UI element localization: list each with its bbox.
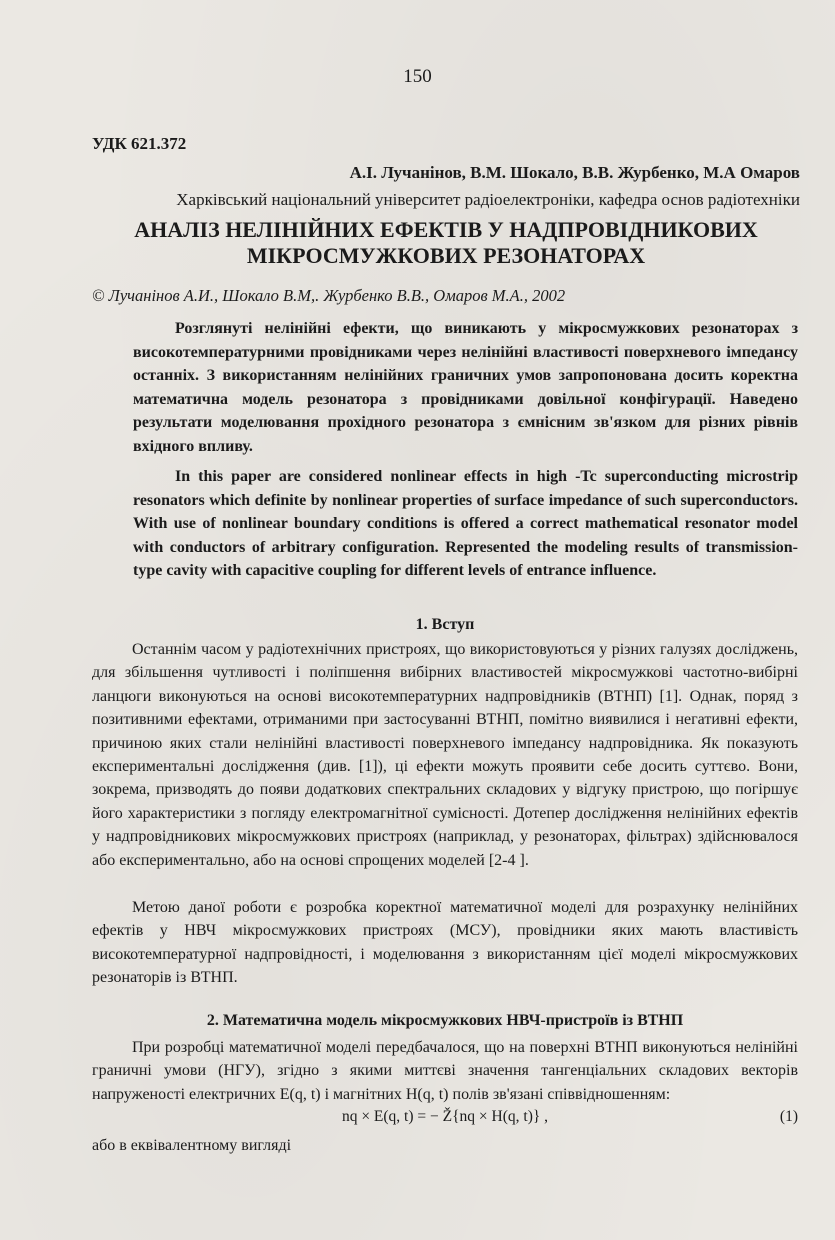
abstract-english: In this paper are considered nonlinear effects in high -Tc superconducting microstrip resonators which definite by nonlinear properties of surface impedance of such superconductors. With use of nonlinear boundary conditions is offered a correct mathematical resonator model with conductors of arbitrary configuration. Represented the modeling results of transmission-type cavity with capacitive coupling for different levels of entrance influence. [133, 468, 798, 580]
equation-body: nq × E(q, t) = − Ž{nq × H(q, t)} , [341, 1108, 549, 1125]
paper-title [92, 217, 800, 269]
section-2-text-c: полів зв'язані співвідношенням: [448, 1085, 671, 1103]
equation-number: (1) [779, 1108, 798, 1125]
electric-field-symbol: E(q, t) [279, 1085, 321, 1103]
copyright-line: © Лучанінов А.И., Шокало В.М,. Журбенко В.В., Омаров М.А., 2002 [92, 286, 566, 305]
magnetic-field-symbol: H(q, t) [405, 1085, 449, 1103]
section-1-heading: 1. Вступ [415, 616, 475, 633]
page-number: 150 [403, 66, 432, 87]
affiliation: Харківський національний університет радіоелектроніки, кафедра основ радіотехніки [176, 190, 800, 209]
abstract-ukrainian: Розглянуті нелінійні ефекти, що виникають у мікросмужкових резонаторах з високотемпературними провідниками через нелінійні властивості поверхневого імпедансу останніх. З використанням нелінійних граничних умов запропонована досить коректна математична модель резонатора з провідниками довільної конфігурації. Наведено результати моделювання прохідного резонатора з ємнісним зв'язком для різних рівнів вхідного впливу. [133, 320, 798, 455]
title-line-2: МІКРОСМУЖКОВИХ РЕЗОНАТОРАХ [246, 243, 646, 268]
title-line-1: АНАЛІЗ НЕЛІНІЙНИХ ЕФЕКТІВ У НАДПРОВІДНИКОВИХ [134, 217, 758, 242]
section-2-paragraph-1 [92, 1036, 798, 1106]
section-2-text-a: При розробці математичної моделі передбачалося, що на поверхні ВТНП виконуються нелінійні граничні умови (НГУ), згідно з якими миттєві значення тангенціальних складових векторів напруженості електричних [92, 1039, 798, 1103]
section-1-paragraph-1: Останнім часом у радіотехнічних пристроях, що використовуються у різних галузях досліджень, для збільшення чутливості і поліпшення вибірних властивостей мікросмужкові частотно-вибірні ланцюги виконуються на основі високотемпературних надпровідників (ВТНП) [1]. Однак, поряд з позитивними ефектами, отриманими при застосуванні ВТНП, помітно виявилися і негативні ефекти, причиною яких стали нелінійні властивості поверхневого імпедансу надпровідника. Як показують експериментальні дослідження (див. [1]), ці ефекти можуть проявити себе досить суттєво. Вони, зокрема, призводять до появи додаткових спектральних складових у відгуку пристрою, що погіршує його характеристики з погляду електромагнітної сумісності. Дотепер дослідження нелінійних ефектів у надпровідникових мікросмужкових пристроях (наприклад, у резонаторах, фільтрах) здійснювалося або експериментально, або на основі спрощених моделей [2-4 ]. [92, 641, 798, 869]
udk-code: УДК 621.372 [92, 134, 187, 153]
section-2-text-b: і магнітних [320, 1085, 406, 1103]
section-2-heading: 2. Математична модель мікросмужкових НВЧ-пристроїв із ВТНП [206, 1012, 684, 1029]
equation-1 [92, 1108, 798, 1134]
section-1-paragraph-2: Метою даної роботи є розробка коректної математичної моделі для розрахунку нелінійних ефектів у НВЧ мікросмужкових пристроях (МСУ), провідники яких мають властивість високотемпературної надпровідності, і моделювання з використанням цієї моделі мікросмужкових резонаторів із ВТНП. [92, 899, 798, 987]
authors: А.І. Лучанінов, В.М. Шокало, В.В. Журбенко, М.А Омаров [349, 163, 800, 182]
text-after-equation: або в еквівалентному вигляді [92, 1137, 292, 1154]
